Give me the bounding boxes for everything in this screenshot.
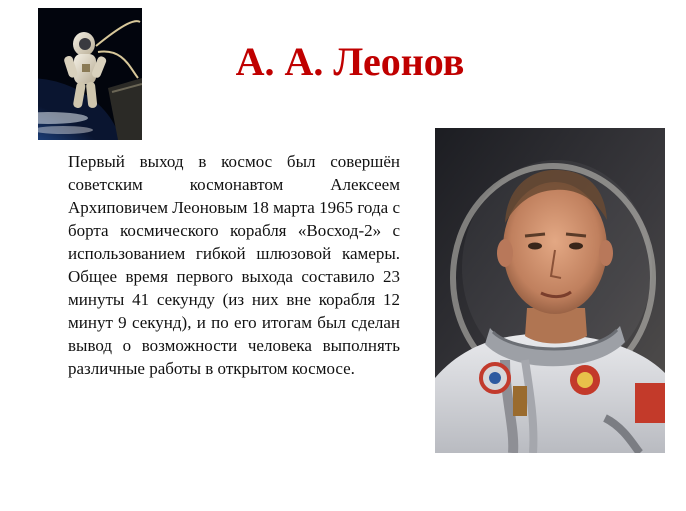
spacewalk-photo — [38, 8, 142, 140]
slide-body-text: Первый выход в космос был совершён советским космонавтом Алексеем Архиповичем Леоновым 18 марта 1965 года с борта космического корабля «Восход-2» с использованием гибкой шлюзовой камеры. Общее время первого выхода составило 23 минуты 41 секунду (из них вне корабля 12 минут 9 секунд), и по его итогам был сделан вывод о возможности человека выполнять различные работы в открытом космосе. — [68, 152, 400, 378]
slide-title: А. А. Леонов — [235, 39, 465, 84]
cosmonaut-portrait-photo — [435, 128, 665, 453]
